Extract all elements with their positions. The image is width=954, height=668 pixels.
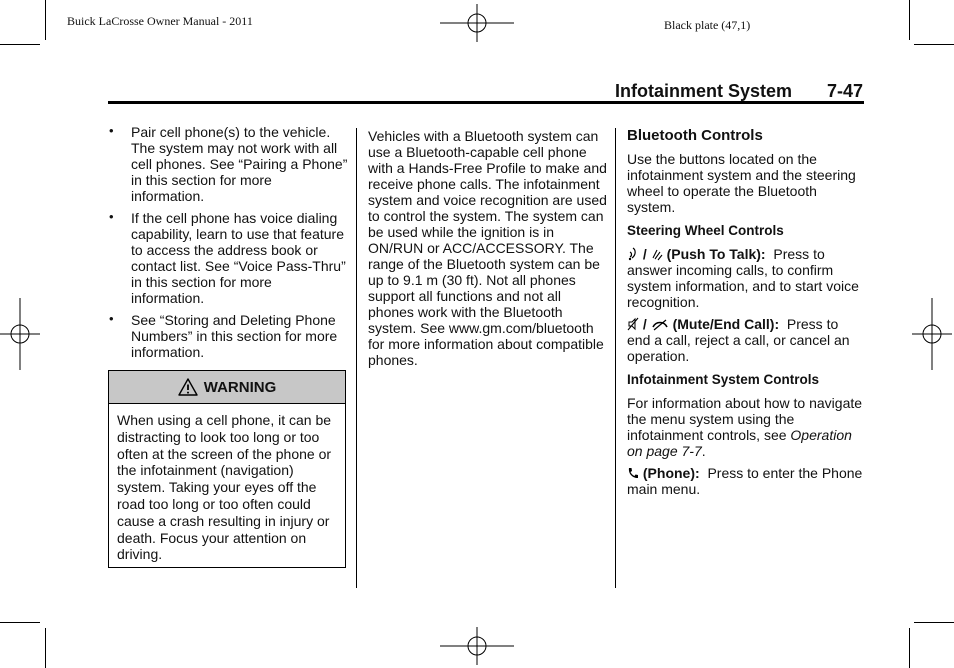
- list-item-text: See “Storing and Deleting Phone Numbers” in this section for more information.: [131, 312, 338, 360]
- subheading: Steering Wheel Controls: [627, 223, 784, 238]
- print-meta-left: Buick LaCrosse Owner Manual - 2011: [67, 14, 253, 28]
- list-item-text: Pair cell phone(s) to the vehicle. The system may not work with all cell phones. See “Pairing a Phone” in this section for more information.: [131, 124, 348, 204]
- column-1: [108, 124, 348, 366]
- end-call-icon: [651, 319, 669, 331]
- warning-text: When using a cell phone, it can be distracting to look too long or too often at the screen of the phone or the infotainment (navigation) system. Taking your eyes off the road too long or too often could cause a crash resulting in injury or death. Focus your attention on driving.: [117, 412, 332, 563]
- period: .: [701, 443, 706, 459]
- registration-mark-icon: [0, 298, 40, 370]
- bluetooth-intro-paragraph: Vehicles with a Bluetooth system can use a Bluetooth-capable cell phone with a Hands-Free Profile to make and receive phone calls. The infotainment system and voice recognition are used to control the system. The system can be used while the ignition is in ON/RUN or ACC/ACCESSORY. The range of the Bluetooth system can be up to 9.1 m (30 ft). Not all phones support all functions and not all phones work with the Bluetooth system. See www.gm.com/bluetooth for more information about compatible phones.: [368, 128, 607, 368]
- column-2: [368, 128, 608, 368]
- crop-mark: [909, 0, 910, 40]
- registration-mark-icon: [440, 627, 514, 665]
- registration-mark-icon: [440, 4, 514, 42]
- mute-description: Press to end a call, reject a call, or cancel an operation.: [627, 316, 850, 364]
- paragraph: [627, 395, 865, 459]
- list-item: [108, 312, 348, 360]
- warning-triangle-icon: [178, 378, 198, 396]
- infotainment-description: For information about how to navigate the menu system using the infotainment controls, see: [627, 395, 863, 443]
- column-divider: [615, 128, 616, 588]
- list-item: [108, 124, 348, 204]
- ptt-label: (Push To Talk):: [666, 246, 766, 262]
- column-divider: [356, 128, 357, 588]
- voice-icon: [651, 247, 663, 261]
- registration-mark-icon: [912, 298, 952, 370]
- print-meta-right: Black plate (47,1): [664, 18, 751, 32]
- paragraph: Use the buttons located on the infotainment system and the steering wheel to operate the Bluetooth system.: [627, 151, 856, 215]
- paragraph: [627, 246, 865, 310]
- phone-icon: [627, 467, 639, 480]
- section-heading: Bluetooth Controls: [627, 127, 763, 144]
- header-rule: [108, 101, 864, 104]
- crop-mark: [0, 44, 40, 45]
- warning-title: WARNING: [203, 378, 277, 396]
- crop-mark: [45, 0, 46, 40]
- bullet-glyph: •: [109, 123, 114, 138]
- push-to-talk-icon: [627, 247, 639, 261]
- subheading: Infotainment System Controls: [627, 372, 820, 387]
- separator: /: [642, 316, 647, 332]
- page-number: 7-47: [827, 81, 864, 101]
- paragraph: [627, 316, 865, 364]
- crop-mark: [45, 628, 46, 668]
- crop-mark: [909, 628, 910, 668]
- cross-reference: Operation on page 7-7: [627, 427, 852, 459]
- list-item-text: If the cell phone has voice dialing capability, learn to use that feature to access the address book or contact list. See “Voice Pass-Thru” in this section for more information.: [131, 210, 346, 306]
- warning-box: [108, 370, 346, 568]
- warning-header: [109, 371, 345, 404]
- ptt-description: Press to answer incoming calls, to confirm system information, and to start voice recognition.: [627, 246, 859, 310]
- phone-label: (Phone):: [642, 465, 700, 481]
- separator: /: [642, 246, 647, 262]
- column-3: [627, 128, 865, 503]
- crop-mark: [914, 622, 954, 623]
- paragraph: [627, 465, 865, 497]
- bullet-glyph: •: [109, 209, 114, 224]
- crop-mark: [914, 44, 954, 45]
- mute-label: (Mute/End Call):: [672, 316, 780, 332]
- mute-icon: [627, 317, 639, 331]
- crop-mark: [0, 622, 40, 623]
- section-title: Infotainment System: [615, 81, 793, 101]
- phone-description: Press to enter the Phone main menu.: [627, 465, 863, 497]
- list-item: [108, 210, 348, 306]
- bullet-glyph: •: [109, 311, 114, 326]
